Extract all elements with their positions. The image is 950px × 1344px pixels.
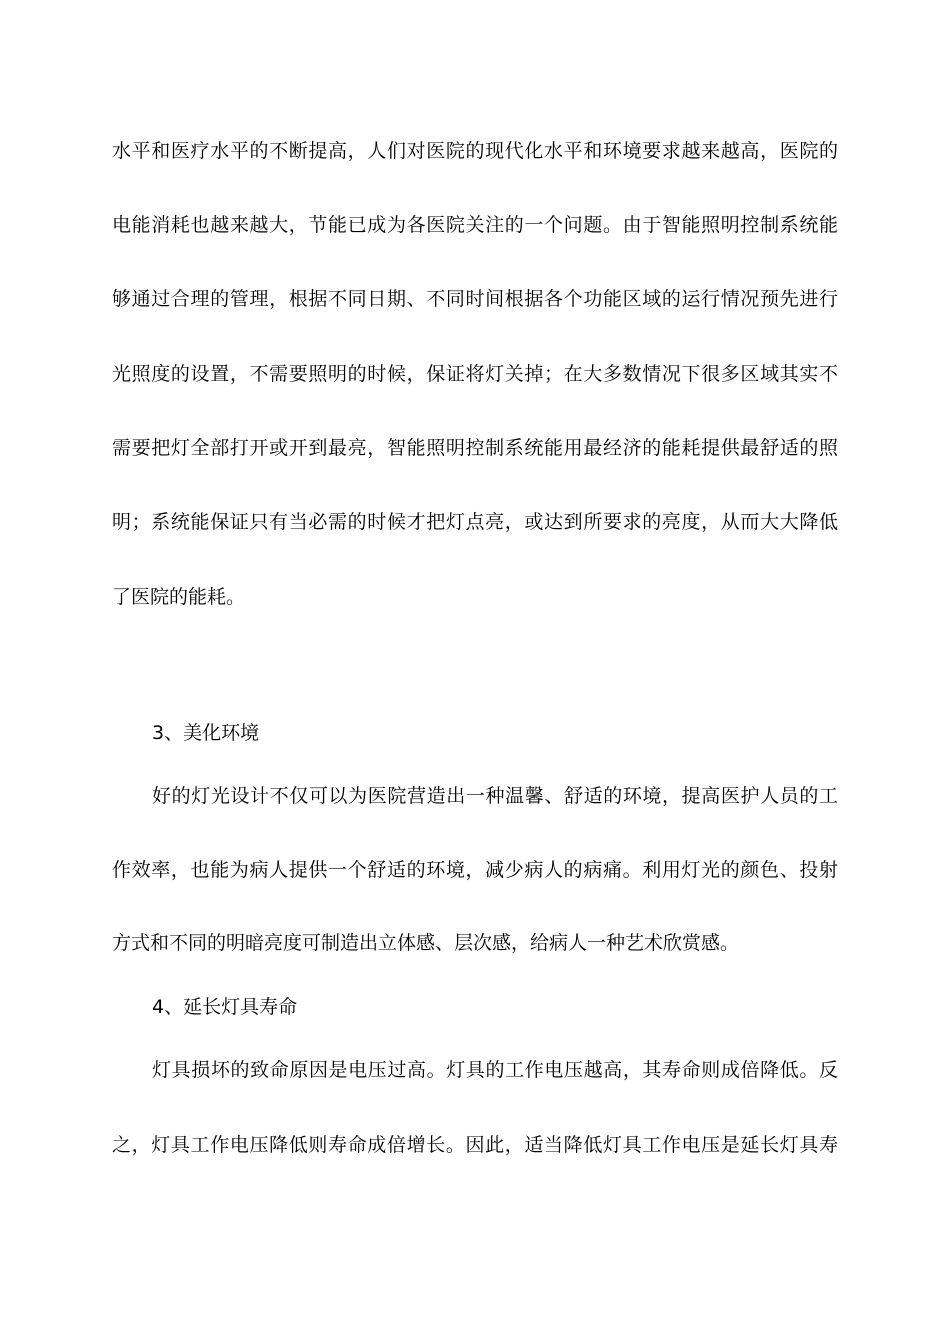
section-heading-3: 3、美化环境 bbox=[152, 722, 260, 744]
paragraph-3-line-2: 之，灯具工作电压降低则寿命成倍增长。因此，适当降低灯具工作电压是延长灯具寿 bbox=[112, 1134, 838, 1156]
paragraph-2-line-2: 作效率，也能为病人提供一个舒适的环境，减少病人的病痛。利用灯光的颜色、投射 bbox=[112, 859, 838, 881]
paragraph-1-line-4: 光照度的设置，不需要照明的时候，保证将灯关掉；在大多数情况下很多区域其实不 bbox=[112, 363, 838, 385]
paragraph-1-line-3: 够通过合理的管理，根据不同日期、不同时间根据各个功能区域的运行情况预先进行 bbox=[112, 288, 838, 310]
paragraph-3-line-1: 灯具损坏的致命原因是电压过高。灯具的工作电压越高，其寿命则成倍降低。反 bbox=[152, 1059, 838, 1081]
paragraph-2-line-1: 好的灯光设计不仅可以为医院营造出一种温馨、舒适的环境，提高医护人员的工 bbox=[152, 785, 838, 807]
paragraph-1-line-6: 明；系统能保证只有当必需的时候才把灯点亮，或达到所要求的亮度，从而大大降低 bbox=[112, 511, 838, 533]
paragraph-2-line-3: 方式和不同的明暗亮度可制造出立体感、层次感，给病人一种艺术欣赏感。 bbox=[112, 932, 740, 954]
paragraph-1-line-1: 水平和医疗水平的不断提高，人们对医院的现代化水平和环境要求越来越高，医院的 bbox=[112, 140, 838, 162]
paragraph-1-line-7: 了医院的能耗。 bbox=[112, 586, 246, 608]
paragraph-1-line-2: 电能消耗也越来越大，节能已成为各医院关注的一个问题。由于智能照明控制系统能 bbox=[112, 214, 838, 236]
paragraph-1-line-5: 需要把灯全部打开或开到最亮，智能照明控制系统能用最经济的能耗提供最舒适的照 bbox=[112, 437, 838, 459]
section-heading-4: 4、延长灯具寿命 bbox=[152, 996, 298, 1018]
